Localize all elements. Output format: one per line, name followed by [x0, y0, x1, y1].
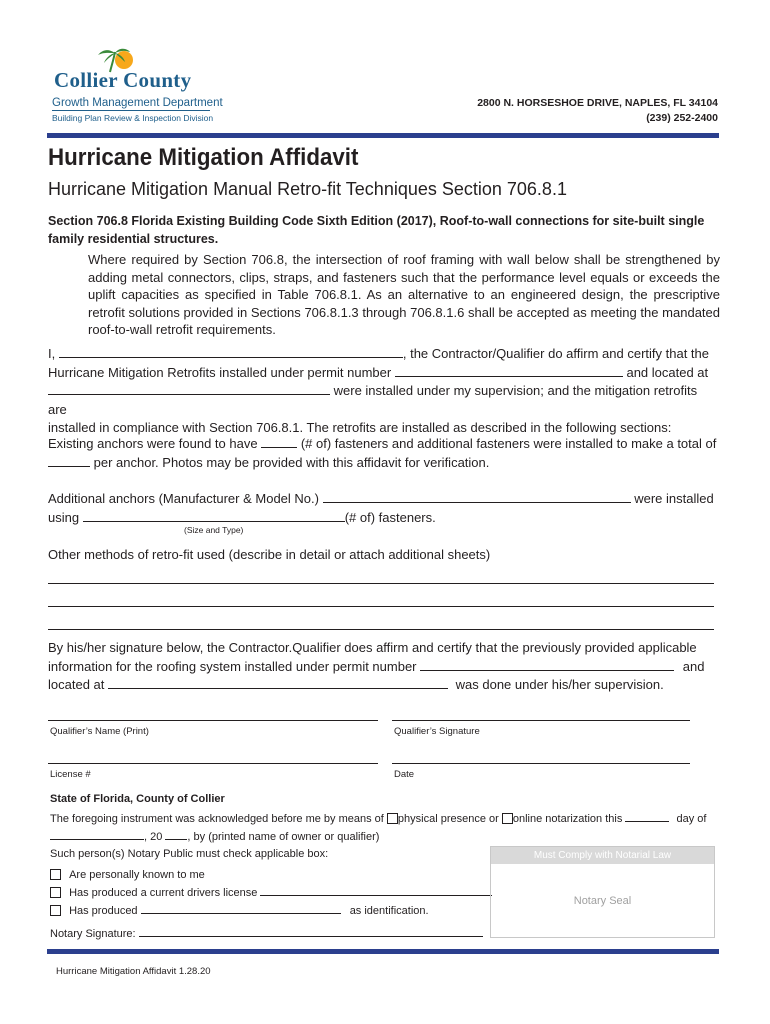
contractor-name-field[interactable]: [59, 345, 403, 358]
total-fasteners-field[interactable]: [48, 454, 90, 467]
qualifier-signature-line[interactable]: [392, 720, 690, 721]
size-type-field[interactable]: [83, 509, 345, 522]
other-methods-line-3[interactable]: [48, 629, 714, 630]
known-checkbox[interactable]: [50, 869, 61, 880]
qualifier-name-label: Qualifier’s Name (Print): [50, 726, 149, 737]
license-checkbox[interactable]: [50, 887, 61, 898]
notary-ack-line: [50, 811, 706, 827]
office-address: [477, 96, 718, 126]
physical-presence-label: physical presence or: [397, 813, 499, 825]
online-notarization-checkbox[interactable]: [502, 813, 513, 824]
collier-county-logo: [48, 48, 228, 128]
signature-text-3: and: [682, 658, 705, 674]
other-methods-line-1[interactable]: [48, 583, 714, 584]
additional-text-4: (# of) fasteners.: [344, 509, 436, 525]
manufacturer-model-field[interactable]: [323, 490, 631, 503]
notary-ack-text: The foregoing instrument was acknowledged before me by means of: [50, 813, 384, 825]
produced-id-field[interactable]: [141, 903, 341, 914]
logo-division: Building Plan Review & Inspection Division: [52, 113, 214, 123]
other-methods-line-2[interactable]: [48, 606, 714, 607]
other-methods-label: Other methods of retro-fit used (describe in detail or attach additional sheets): [48, 547, 491, 562]
intro-paragraph: Where required by Section 706.8, the intersection of roof framing with wall below shall be strengthened by adding metal connectors, clips, straps, and fasteners such that the performance level equals or exceeds the uplift capacities as specified in Table 706.8.1. As an alternative to an engineered design, the prescriptive retrofit solutions provided in Sections 706.8.1.3 through 706.8.1.6 shall be accepted as meeting the mandated roof-to-wall retrofit requirements.: [88, 252, 720, 337]
form-version: Hurricane Mitigation Affidavit 1.28.20: [56, 966, 211, 977]
page-title: Hurricane Mitigation Affidavit: [48, 144, 359, 171]
anchors-paragraph: [48, 435, 718, 472]
qualifier-signature-label: Qualifier’s Signature: [394, 726, 480, 737]
signature-text-1: By his/her signature below, the Contractor.Qualifier does affirm and certify that the previously provided applicable: [48, 640, 697, 655]
location-field[interactable]: [48, 382, 330, 395]
anchors-text-3: per anchor. Photos may be provided with this affidavit for verification.: [93, 454, 490, 470]
certify-paragraph: [48, 345, 718, 438]
signature-text-5: was done under his/her supervision.: [455, 677, 664, 692]
option-license-row: [50, 885, 492, 901]
seal-header: Must Comply with Notarial Law: [491, 847, 714, 864]
license-line[interactable]: [48, 763, 378, 764]
notary-seal-box: [490, 846, 715, 938]
certify-text-6: installed in compliance with Section 706.8.1. The retrofits are installed as described in the following sections:: [48, 420, 672, 435]
size-type-caption: (Size and Type): [184, 525, 244, 535]
logo-department: Growth Management Department: [52, 97, 223, 109]
as-identification-label: as identification.: [349, 905, 429, 917]
address-phone: (239) 252-2400: [646, 112, 718, 124]
notary-year-line: [50, 829, 379, 845]
date-label: Date: [394, 769, 415, 780]
logo-name: Collier County: [54, 68, 192, 92]
notary-signature-row: [50, 926, 483, 942]
additional-text-3: using: [48, 509, 80, 525]
certify-text-3: Hurricane Mitigation Retrofits installed under permit number: [48, 364, 392, 380]
certify-text-5: were installed under my supervision; and the mitigation retrofits are: [48, 383, 698, 417]
printed-name-label: , by (printed name of owner or qualifier): [187, 831, 380, 843]
signature-text-2: information for the roofing system installed under permit number: [48, 658, 417, 674]
roofing-permit-field[interactable]: [420, 658, 674, 671]
existing-fasteners-field[interactable]: [261, 435, 297, 448]
certify-text-2: , the Contractor/Qualifier do affirm and certify that the: [402, 346, 709, 361]
day-of-label: day of: [676, 813, 707, 825]
page-subtitle: Hurricane Mitigation Manual Retro-fit Techniques Section 706.8.1: [48, 179, 567, 199]
seal-label: Notary Seal: [573, 895, 632, 907]
notary-signature-label: Notary Signature:: [50, 928, 136, 940]
check-instruction: Such person(s) Notary Public must check applicable box:: [50, 848, 329, 860]
header-rule: [47, 133, 719, 138]
certify-text-1: I,: [48, 346, 56, 361]
day-field[interactable]: [625, 811, 669, 822]
logo-rule: [52, 110, 210, 111]
signature-text-4: located at: [48, 677, 105, 692]
additional-text-1: Additional anchors (Manufacturer & Model No.): [48, 491, 319, 506]
additional-text-2: were installed: [634, 491, 714, 506]
roofing-location-field[interactable]: [108, 676, 448, 689]
license-label: License #: [50, 769, 91, 780]
physical-presence-checkbox[interactable]: [387, 813, 398, 824]
anchors-text-1: Existing anchors were found to have: [48, 436, 258, 451]
date-line[interactable]: [392, 763, 690, 764]
produced-checkbox[interactable]: [50, 905, 61, 916]
qualifier-name-line[interactable]: [48, 720, 378, 721]
license-id-field[interactable]: [260, 885, 492, 896]
additional-anchors-paragraph: [48, 490, 718, 527]
month-field[interactable]: [50, 829, 144, 840]
known-label: Are personally known to me: [69, 869, 205, 881]
produced-label: Has produced: [69, 905, 138, 917]
option-produced-row: [50, 903, 429, 919]
notary-state-heading: State of Florida, County of Collier: [50, 793, 225, 805]
section-heading: Section 706.8 Florida Existing Building Code Sixth Edition (2017), Roof-to-wall connections for site-built single family residential structures.: [48, 214, 705, 246]
notary-signature-field[interactable]: [139, 926, 483, 937]
signature-paragraph: [48, 639, 718, 695]
option-known-row: [50, 868, 205, 883]
online-notarization-label: online notarization this: [512, 813, 623, 825]
anchors-text-2: (# of) fasteners and additional fasteners were installed to make a total of: [300, 436, 717, 451]
license-option-label: Has produced a current drivers license: [69, 887, 258, 899]
year-field[interactable]: [165, 829, 187, 840]
address-street: 2800 N. HORSESHOE DRIVE, NAPLES, FL 34104: [477, 97, 718, 109]
year-prefix: , 20: [144, 831, 163, 843]
certify-text-4: and located at: [626, 364, 709, 380]
permit-number-field[interactable]: [395, 364, 623, 377]
footer-rule: [47, 949, 719, 954]
